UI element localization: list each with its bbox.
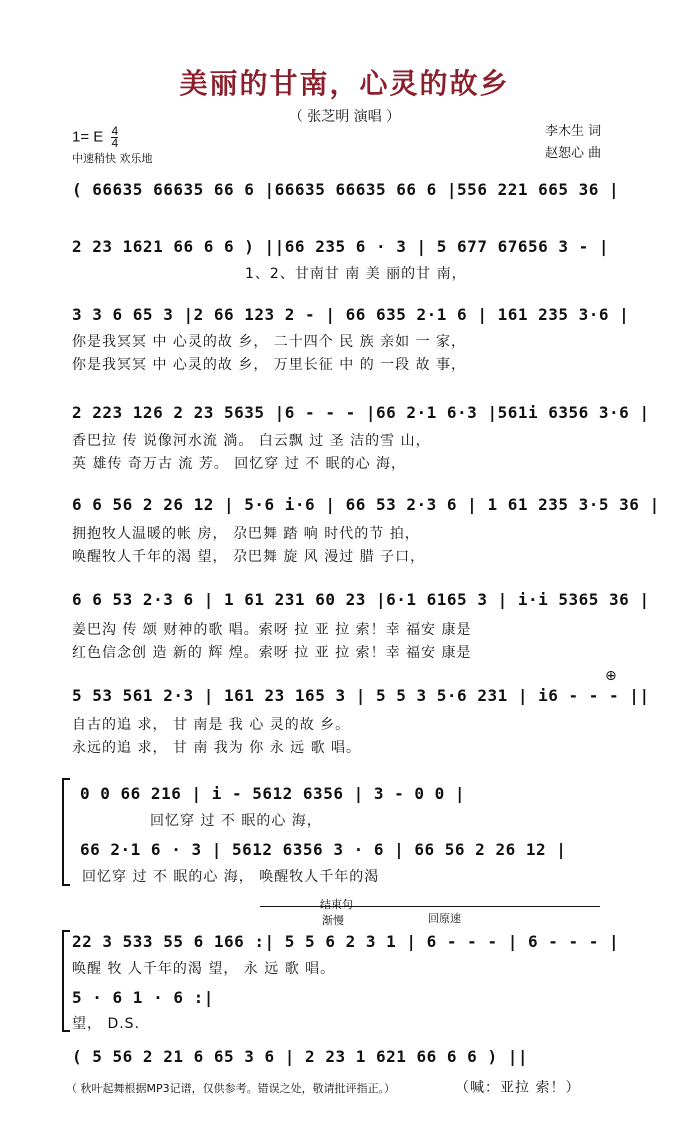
key-label: 1= E	[72, 128, 104, 146]
return-tempo-label: 回原速	[428, 912, 461, 925]
score-line-7-notes: 5 53 561 2·3 | 161 23 165 3 | 5 5 3 5·6 231 | i6 - - - ||	[72, 686, 650, 705]
key-signature	[72, 126, 118, 149]
score-line-11-lyric-1: 望， D.S.	[72, 1016, 141, 1032]
singer-line: （ 张芝明 演唱 ）	[288, 109, 401, 125]
score-line-4-lyric-2: 英 雄传 奇万古 流 芳。 回忆穿 过 不 眠的心 海，	[72, 456, 407, 472]
ending-label: 结束句	[320, 898, 353, 911]
score-line-6-lyric-2: 红色信念创 造 新的 辉 煌。索呀 拉 亚 拉 索！幸 福安 康是	[72, 645, 472, 661]
score-line-10-notes: 22 3 533 55 6 166 :| 5 5 6 2 3 1 | 6 - - - | 6 - - - |	[72, 932, 620, 951]
score-line-8-lyric-1: 回忆穿 过 不 眠的心 海，	[150, 813, 322, 829]
coda-sign-icon: ⊕	[605, 668, 617, 684]
score-line-4-notes: 2 223 126 2 23 5635 |6 - - - |66 2·1 6·3 |561i 6356 3·6 |	[72, 403, 650, 422]
score-line-12-notes: ( 5 56 2 21 6 65 3 6 | 2 23 1 621 66 6 6 ) ||	[72, 1047, 528, 1066]
shout-text: （喊：亚拉 索！）	[455, 1080, 581, 1096]
tempo-marking: 中速稍快 欢乐地	[72, 152, 153, 165]
score-line-5-lyric-2: 唤醒牧人千年的渴 望， 尕巴舞 旋 风 漫过 腊 子口，	[72, 549, 426, 565]
song-title: 美丽的甘南，心灵的故乡	[179, 67, 510, 100]
score-line-6-notes: 6 6 53 2·3 6 | 1 61 231 60 23 |6·1 6165 3 | i·i 5365 36 |	[72, 590, 650, 609]
time-signature-top: 4	[111, 124, 119, 138]
score-line-7-lyric-2: 永远的追 求， 甘 南 我为 你 永 远 歌 唱。	[72, 740, 362, 756]
score-line-2-notes: 2 23 1621 66 6 6 ) ||66 235 6 · 3 | 5 677 67656 3 - |	[72, 237, 610, 256]
score-line-7-lyric-1: 自古的追 求， 甘 南是 我 心 灵的故 乡。	[72, 717, 351, 733]
footnote: （ 秋叶起舞根据MP3记谱，仅供参考。错误之处，敬请批评指正。）	[66, 1082, 396, 1095]
time-signature-bottom: 4	[111, 136, 119, 150]
score-line-4-lyric-1: 香巴拉 传 说像河水流 淌。 白云飘 过 圣 洁的雪 山，	[72, 433, 431, 449]
ending-bracket	[260, 906, 600, 907]
score-line-9-lyric-1: 回忆穿 过 不 眠的心 海， 唤醒牧人千年的渴	[82, 869, 380, 885]
part-brace	[62, 778, 70, 886]
score-line-9-notes: 66 2·1 6 · 3 | 5612 6356 3 · 6 | 66 56 2 26 12 |	[80, 840, 567, 859]
score-line-3-lyric-2: 你是我冥冥 中 心灵的故 乡， 万里长征 中 的 一段 故 事，	[72, 357, 467, 373]
score-line-11-notes: 5 · 6 1 · 6 :|	[72, 988, 214, 1007]
score-line-8-notes: 0 0 66 216 | i - 5612 6356 | 3 - 0 0 |	[80, 784, 466, 803]
score-line-3-lyric-1: 你是我冥冥 中 心灵的故 乡， 二十四个 民 族 亲如 一 家，	[72, 334, 467, 350]
score-line-10-lyric-1: 唤醒 牧 人千年的渴 望， 永 远 歌 唱。	[72, 961, 336, 977]
score-line-2-lyric-1: 1、2、甘南甘 南 美 丽的甘 南，	[245, 266, 467, 282]
composer-credit: 赵恕心 曲	[545, 146, 602, 161]
part-brace-2	[62, 930, 70, 1032]
score-line-5-notes: 6 6 56 2 26 12 | 5·6 i·6 | 66 53 2·3 6 | 1 61 235 3·5 36 |	[72, 495, 660, 514]
score-line-5-lyric-1: 拥抱牧人温暖的帐 房， 尕巴舞 踏 响 时代的节 拍，	[72, 526, 420, 542]
score-line-6-lyric-1: 姜巴沟 传 颂 财神的歌 唱。索呀 拉 亚 拉 索！幸 福安 康是	[72, 622, 472, 638]
slow-label: 渐慢	[322, 914, 344, 927]
score-line-3-notes: 3 3 6 65 3 |2 66 123 2 - | 66 635 2·1 6 | 161 235 3·6 |	[72, 305, 630, 324]
lyricist-credit: 李木生 词	[545, 124, 602, 139]
score-line-1-notes: ( 66635 66635 66 6 |66635 66635 66 6 |556 221 665 36 |	[72, 180, 620, 199]
